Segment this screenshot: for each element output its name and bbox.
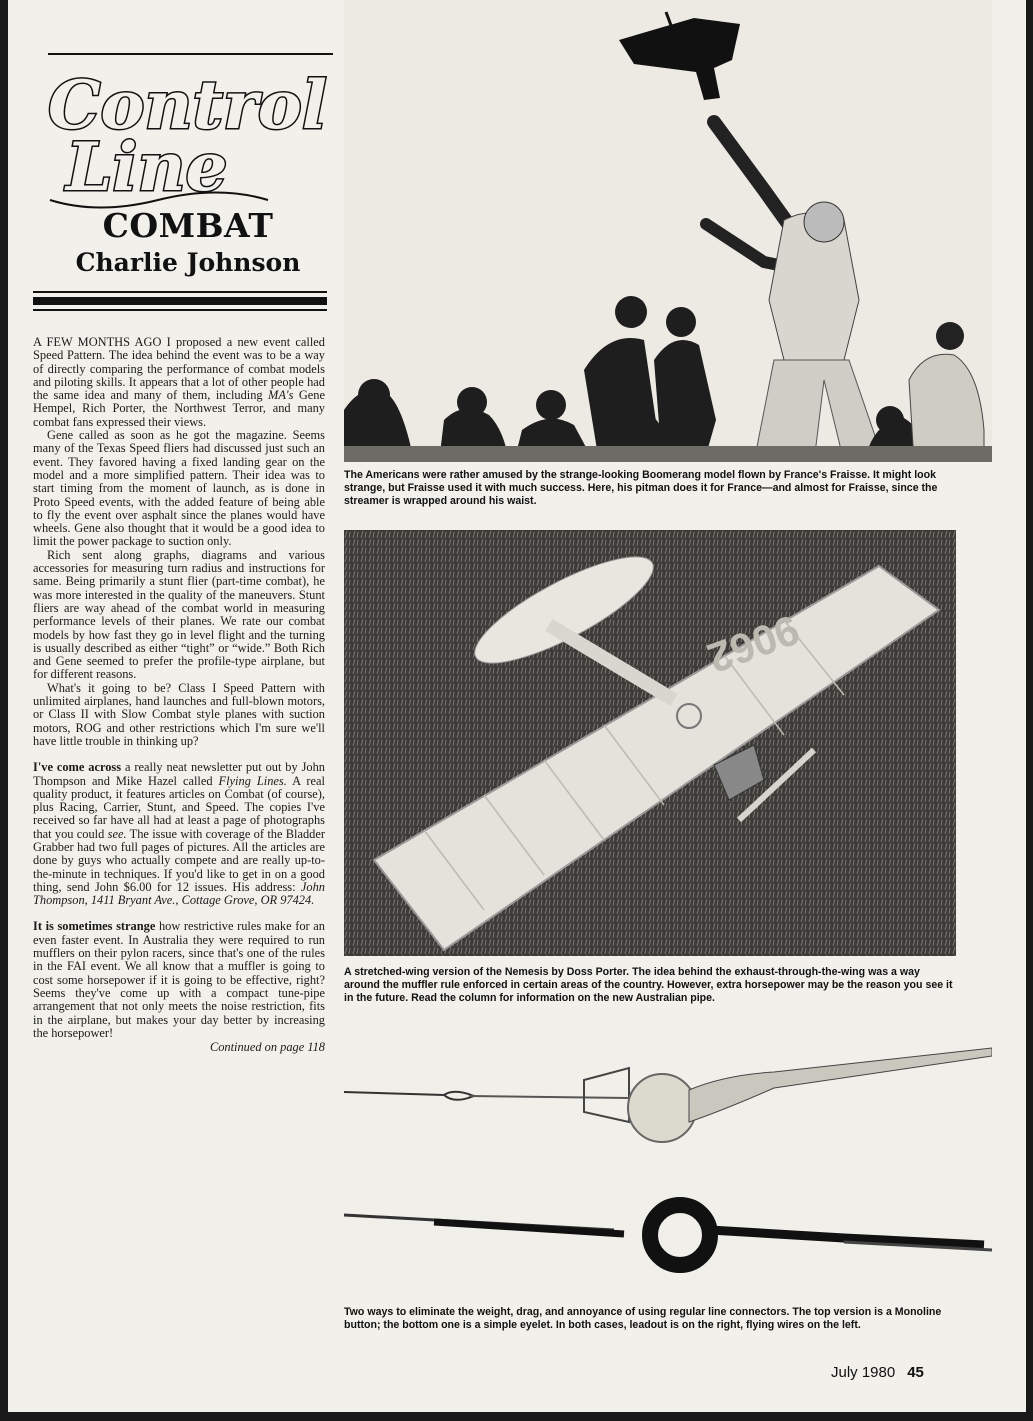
photo-boomerang-launch <box>344 0 992 462</box>
title-rule-thick <box>33 297 327 305</box>
article-paragraph: I've come across a really neat newsletter put out by John Thompson and Mike Hazel called Flying Lines. A real quality product, it features articles on Combat (of course), plus Racing, Carrier, Stunt, and Speed. The copies I've received so far have all had at least a page of photographs that you could see. The issue with coverage of the Bladder Grabber had two full pages of pictures. All the articles are done by guys who actually compete and are really up-to-the-minute in techniques. If you'd like to get in on a good thing, send John $6.00 for 12 issues. His address: John Thompson, 1411 Bryant Ave., Cottage Grove, OR 97424. <box>33 760 325 908</box>
article-paragraph: It is sometimes strange how restrictive rules make for an even faster event. In Australia they were required to run mufflers on their pylon racers, since that's one of the rules in the FAI event. We all know that a muffler is going to cost some horsepower if it is going to be effective, right? Seems they've come up with a compact tune-pipe arrangement that not only meets the noise restriction, fits in the airplane, but makes your day better by increasing the horsepower! <box>33 919 325 1040</box>
author-name: Charlie Johnson <box>75 248 301 277</box>
title-rule <box>33 291 327 293</box>
section-title: COMBAT <box>102 206 274 245</box>
magazine-page <box>8 0 1026 1412</box>
photo-caption: The Americans were rather amused by the strange-looking Boomerang model flown by France's Fraisse. It might look strange, but Fraisse used it with much success. Here, his pitman does it for France—and almost for Fraisse, since the streamer is wrapped around his waist. <box>344 469 938 507</box>
issue-date: July 1980 <box>831 1364 896 1381</box>
logo-word-line: Line <box>66 128 228 206</box>
photo-line-connectors <box>344 1030 992 1300</box>
page-footer <box>831 1364 924 1381</box>
continued-note: Continued on page 118 <box>209 1040 325 1055</box>
article-column <box>33 336 325 1054</box>
photo-caption: Two ways to eliminate the weight, drag, and annoyance of using regular line connectors. The top version is a Monoline button; the bottom one is a simple eyelet. In both cases, leadout is on the right, flying wires on the left. <box>344 1306 942 1331</box>
plane-number: 9062 <box>701 605 806 683</box>
article-paragraph: A FEW MONTHS AGO I proposed a new event called Speed Pattern. The idea behind the event was to be a way of directly comparing the performance of combat models and piloting skills. It appears that a lot of other people had the same idea and many of them, including MA's Gene Hempel, Rich Porter, the Northwest Terror, and many combat fans expressed their views. <box>33 335 325 429</box>
photo-caption: A stretched-wing version of the Nemesis by Doss Porter. The idea behind the exhaust-through-the-wing was a way around the muffler rule enforced in certain areas of the country. However, extra horsepower may be the reason you see it in the future. Read the column for information on the new Australian pipe. <box>344 966 953 1004</box>
control-line-logo <box>38 50 338 215</box>
title-rule <box>33 309 327 311</box>
logo-word-control: Control <box>48 66 327 144</box>
article-paragraph: Gene called as soon as he got the magazine. Seems many of the Texas Speed fliers had discussed just such an event. They favored having a fixed landing gear on the model and a more simplified pattern. Their idea was to start timing from the moment of launch, as is done in Proto Speed events, with the added feature of being able to fly the event over asphalt since the planes would have wheels. Gene also thought that it would be a good idea to limit the power package to suction only. <box>33 428 325 549</box>
photo-nemesis-plane <box>344 530 956 956</box>
monoline-button <box>628 1074 696 1142</box>
page-number: 45 <box>907 1364 924 1381</box>
article-paragraph: Rich sent along graphs, diagrams and various accessories for measuring turn radius and instructions for same. Being primarily a stunt flier (part-time combat), he was more interested in the quality of the maneuvers. Stunt fliers are way ahead of the combat world in measuring performance levels of their planes. We rate our combat models by how fast they go in level flight and the turning is usually described as either “tight” or “wide.” Both Rich and Gene seemed to prefer the profile-type airplane, but for different reasons. <box>33 547 325 682</box>
article-paragraph: What's it going to be? Class I Speed Pattern with unlimited airplanes, hand launches and full-blown motors, or Class II with Slow Combat style planes with suction motors, ROG and other restrictions which I'm sure we'll have little trouble in thinking up? <box>33 680 325 748</box>
